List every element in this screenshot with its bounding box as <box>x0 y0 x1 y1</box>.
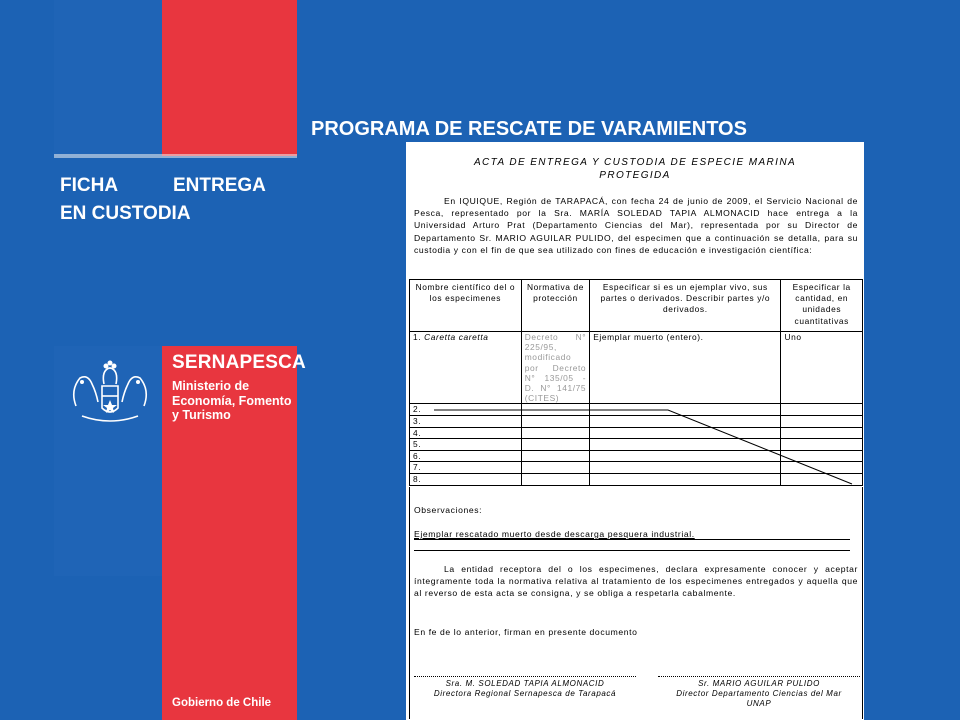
custodia-line: EN CUSTODIA <box>60 203 191 224</box>
row-number: 5. <box>410 439 522 451</box>
header-especificar: Especificar si es un ejemplar vivo, sus partes o derivados. Describir partes y/o derivados. <box>590 280 781 332</box>
row-number: 6. <box>410 450 522 462</box>
flag-red-strip <box>162 0 297 156</box>
logo-panel-blue-lower <box>54 576 162 720</box>
ficha-word: FICHA <box>60 175 119 196</box>
header-nombre: Nombre científico del o los especimenes <box>410 280 522 332</box>
observaciones-label: Observaciones: <box>414 505 483 515</box>
header-cantidad: Especificar la cantidad, en unidades cuantitativas <box>781 280 863 332</box>
ministerio-line1: Ministerio de <box>172 379 250 393</box>
row-number: 3. <box>410 416 522 428</box>
chile-coat-of-arms-icon <box>62 356 158 426</box>
signer-role: Directora Regional Sernapesca de Tarapacá <box>433 689 617 698</box>
observaciones-line <box>414 550 850 551</box>
signer-name: Sra. M. SOLEDAD TAPIA ALMONACID <box>445 679 605 688</box>
observaciones-text: Ejemplar rescatado muerto desde descarga pesquera industrial. <box>414 529 695 539</box>
signature-line <box>414 676 636 677</box>
acta-intro: En IQUIQUE, Región de TARAPACÁ, con fecha 24 de junio de 2009, el Servicio Nacional de Pesca, representado por la Sra. MARÍA SOLEDAD TAPIA ALMONACID hace entrega a la Universidad Arturo Prat (Departamento Ciencias del Mar), representada por su Director de Departamento Sr. MARIO AGUILAR PULIDO, del especimen que a continuación se detalla, para su custodia y con el fin de que sea utilizado con fines de educación e investigación científica: <box>414 196 858 255</box>
acta-title-line1: ACTA DE ENTREGA Y CUSTODIA DE ESPECIE MARINA <box>473 157 797 168</box>
normativa-cell: Decreto N° 225/95, modificado por Decreto N° 135/05 - D. N° 141/75 (CITES) <box>521 332 589 404</box>
ministerio-line3: y Turismo <box>172 408 231 422</box>
flag-divider <box>54 154 297 158</box>
especificar-cell: Ejemplar muerto (entero). <box>590 332 781 404</box>
row-number: 2. <box>410 404 522 416</box>
flag-blue-square <box>54 0 162 156</box>
row-number: 4. <box>410 427 522 439</box>
signature-line <box>658 676 860 677</box>
sernapesca-logo-text: SERNAPESCA <box>172 352 306 373</box>
ministerio-text <box>172 379 297 423</box>
table-strike-line <box>406 142 864 502</box>
declaracion-text: La entidad receptora del o los especimenes, declara expresamente conocer y aceptar íntegramente toda la normativa relativa al tratamiento de los especimenes entregados y aquella que al reverso de esta acta se consigna, y se obliga a respetarla cabalmente. <box>414 564 858 598</box>
signer-name: Sr. MARIO AGUILAR PULIDO <box>698 679 820 688</box>
cantidad-cell: Uno <box>781 332 863 404</box>
signer-org: UNAP <box>746 699 772 708</box>
acta-title-line2: PROTEGIDA <box>599 170 671 181</box>
signature-block-unap <box>658 676 860 709</box>
entrega-word: ENTREGA <box>173 175 266 196</box>
signature-block-sernapesca <box>414 676 636 699</box>
row-number: 7. <box>410 462 522 474</box>
ministerio-line2: Economía, Fomento <box>172 393 292 408</box>
program-title: PROGRAMA DE RESCATE DE VARAMIENTOS <box>311 118 747 140</box>
gobierno-text: Gobierno de Chile <box>172 697 272 709</box>
observaciones-line <box>414 539 850 540</box>
header-normativa: Normativa de protección <box>521 280 589 332</box>
row-number: 8. <box>410 473 522 485</box>
species-name: Caretta caretta <box>424 332 489 342</box>
fe-text: En fe de lo anterior, firman en presente documento <box>414 627 638 637</box>
signer-role: Director Departamento Ciencias del Mar <box>676 689 842 698</box>
row-number: 1. <box>413 332 422 342</box>
ficha-title <box>60 172 266 228</box>
